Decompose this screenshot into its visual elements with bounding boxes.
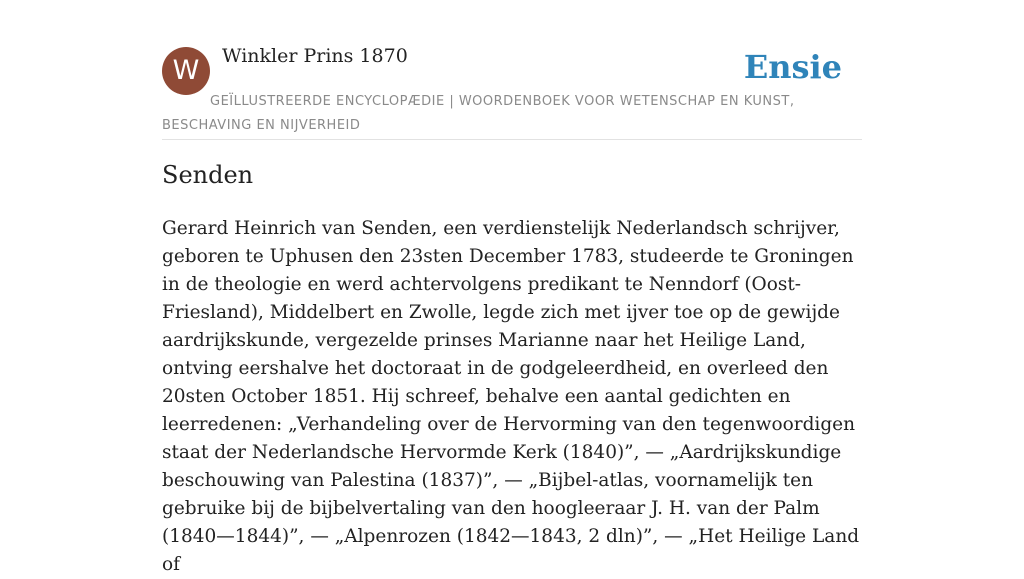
source-subtitle: GEÏLLUSTREERDE ENCYCLOPÆDIE | WOORDENBOEK VOOR WETENSCHAP EN KUNST, BESCHAVING EN NIJVERHEID bbox=[162, 94, 795, 133]
article-body: Gerard Heinrich van Senden, een verdienstelijk Nederlandsch schrijver, geboren te Uphusen den 23sten December 1783, studeerde te Groningen in de theologie en werd achtervolgens predikant te Nenndorf (Oost-Friesland), Middelbert en Zwolle, legde zich met ijver toe op de gewijde aardrijkskunde, vergezelde prinses Marianne naar het Heilige Land, ontving eershalve het doctoraat in de godgeleerdheid, en overleed den 20sten October 1851. Hij schreef, behalve een aantal gedichten en leerredenen: „Verhandeling over de Hervorming van den tegenwoordigen staat der Nederlandsche Hervormde Kerk (1840)”, — „Aardrijkskundige beschouwing van Palestina (1837)”, — „Bijbel-atlas, voornamelijk ten gebruike bij de bijbelvertaling van den hoogleeraar J. H. van der Palm (1840—1844)”, — „Alpenrozen (1842—1843, 2 dln)”, — „Het Heilige Land of bbox=[162, 218, 860, 575]
article-title: Senden bbox=[162, 161, 254, 189]
source-avatar: W bbox=[162, 47, 210, 95]
ensie-logo[interactable]: Ensie bbox=[743, 48, 842, 86]
header-divider bbox=[162, 139, 862, 140]
source-title[interactable]: Winkler Prins 1870 bbox=[222, 45, 408, 67]
